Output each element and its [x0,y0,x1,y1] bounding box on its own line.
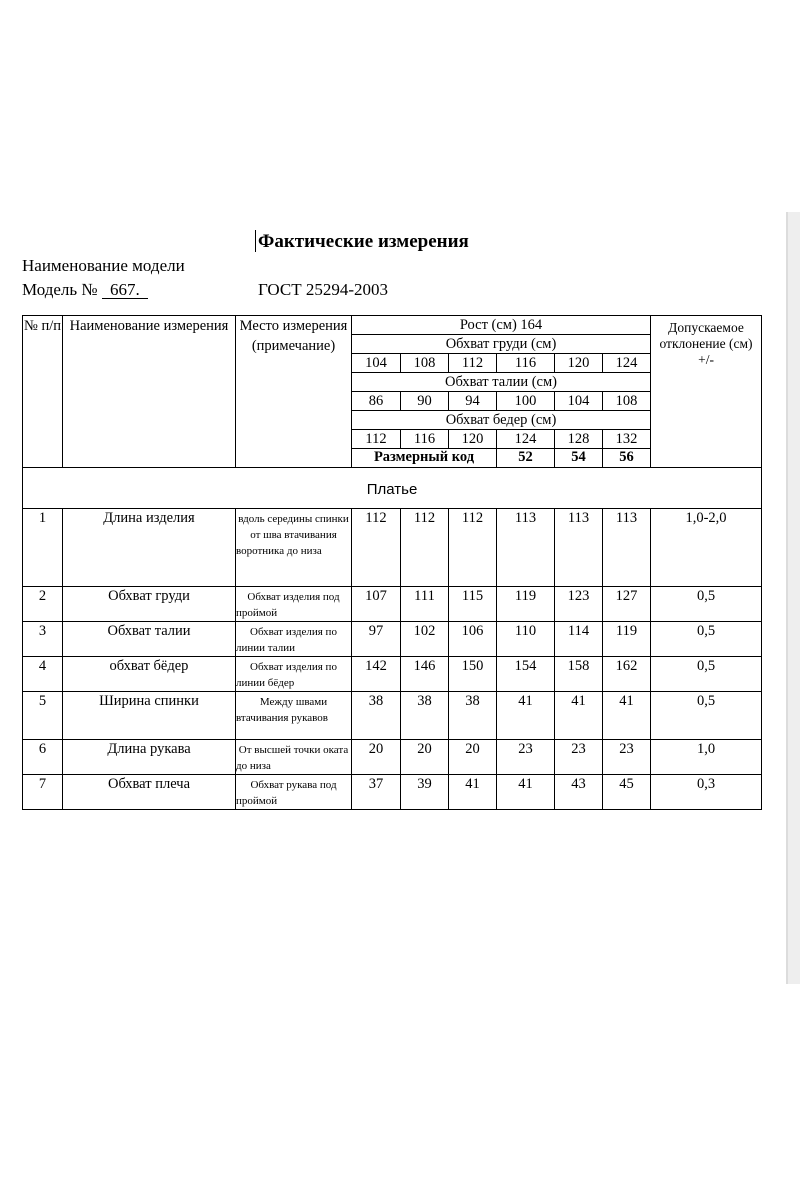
tolerance-value: 1,0 [651,740,762,775]
measurement-value: 41 [449,775,497,810]
measurement-name: Обхват талии [63,622,236,657]
section-title: Платье [23,468,762,509]
measurement-value: 41 [497,775,555,810]
measurement-name: Длина рукава [63,740,236,775]
row-number: 2 [23,587,63,622]
size-code-cell: 56 [603,449,651,468]
chest-size-cell: 120 [555,354,603,373]
table-row [23,740,762,775]
measurement-value: 127 [603,587,651,622]
measurement-value: 111 [401,587,449,622]
hips-size-cell: 132 [603,430,651,449]
hips-size-cell: 116 [401,430,449,449]
row-number: 6 [23,740,63,775]
chest-size-cell: 112 [449,354,497,373]
measurement-note: От высшей точки оката до низа [236,740,352,775]
measurement-name: Длина изделия [63,509,236,587]
hips-size-cell: 124 [497,430,555,449]
tolerance-value: 0,5 [651,692,762,740]
chest-size-cell: 116 [497,354,555,373]
measurement-value: 113 [555,509,603,587]
measurement-value: 43 [555,775,603,810]
chest-header: Обхват груди (см) [352,335,651,354]
measurement-value: 119 [497,587,555,622]
measurement-note: Между швами втачивания рукавов [236,692,352,740]
measurement-value: 37 [352,775,401,810]
size-code-cell: 52 [497,449,555,468]
hips-size-cell: 120 [449,430,497,449]
hips-size-cell: 112 [352,430,401,449]
hips-header: Обхват бедер (см) [352,411,651,430]
measurement-value: 38 [401,692,449,740]
measurement-note: вдоль середины спинки от шва втачивания воротника до низа [236,509,352,587]
col-no-header: № п/п [23,316,63,468]
tolerance-value: 1,0-2,0 [651,509,762,587]
measurement-value: 39 [401,775,449,810]
measurement-value: 23 [603,740,651,775]
text-cursor [255,230,256,252]
measurement-name: Обхват плеча [63,775,236,810]
measurement-value: 97 [352,622,401,657]
row-number: 3 [23,622,63,657]
measurement-value: 102 [401,622,449,657]
measurement-value: 41 [555,692,603,740]
measurement-note: Обхват рукава под проймой [236,775,352,810]
table-row [23,622,762,657]
page-edge-line [786,212,788,984]
row-number: 5 [23,692,63,740]
measurement-note: Обхват изделия по линии талии [236,622,352,657]
measurement-value: 106 [449,622,497,657]
measurement-value: 23 [555,740,603,775]
tolerance-value: 0,3 [651,775,762,810]
waist-size-cell: 104 [555,392,603,411]
table-row [23,775,762,810]
measurement-value: 115 [449,587,497,622]
measurements-table [22,315,762,810]
measurement-value: 123 [555,587,603,622]
measurement-value: 119 [603,622,651,657]
measurement-value: 112 [401,509,449,587]
measurement-value: 146 [401,657,449,692]
measurement-value: 112 [352,509,401,587]
measurement-value: 154 [497,657,555,692]
model-label: Модель № [22,280,98,299]
waist-size-cell: 108 [603,392,651,411]
tolerance-value: 0,5 [651,622,762,657]
measurement-value: 20 [449,740,497,775]
size-code-label: Размерный код [352,449,497,468]
model-number: 667. [102,281,148,299]
gost-standard: ГОСТ 25294-2003 [258,280,389,299]
measurement-value: 142 [352,657,401,692]
waist-size-cell: 86 [352,392,401,411]
measurement-value: 113 [603,509,651,587]
measurement-value: 150 [449,657,497,692]
chest-size-cell: 124 [603,354,651,373]
measurement-value: 20 [401,740,449,775]
row-number: 4 [23,657,63,692]
measurement-value: 113 [497,509,555,587]
hips-size-cell: 128 [555,430,603,449]
chest-size-cell: 104 [352,354,401,373]
tolerance-value: 0,5 [651,657,762,692]
model-name-label: Наименование модели [22,256,185,275]
measurement-note: Обхват изделия по линии бёдер [236,657,352,692]
measurement-value: 38 [352,692,401,740]
tolerance-header: Допускаемое отклонение (см) +/- [651,316,762,468]
row-number: 1 [23,509,63,587]
measurement-note: Обхват изделия под проймой [236,587,352,622]
tolerance-value: 0,5 [651,587,762,622]
waist-header: Обхват талии (см) [352,373,651,392]
measurement-value: 107 [352,587,401,622]
measurement-value: 20 [352,740,401,775]
table-row [23,509,762,587]
measurement-value: 38 [449,692,497,740]
measurement-value: 162 [603,657,651,692]
measurement-value: 112 [449,509,497,587]
row-number: 7 [23,775,63,810]
measurement-name: обхват бёдер [63,657,236,692]
col-name-header: Наименование измерения [63,316,236,468]
measurement-value: 114 [555,622,603,657]
table-row [23,692,762,740]
waist-size-cell: 90 [401,392,449,411]
measurement-value: 41 [497,692,555,740]
waist-size-cell: 94 [449,392,497,411]
page-edge [786,212,800,984]
model-number-line [22,280,148,300]
table-row [23,587,762,622]
measurement-value: 23 [497,740,555,775]
measurement-name: Ширина спинки [63,692,236,740]
measurement-value: 158 [555,657,603,692]
document-title: Фактические измерения [258,231,469,252]
measurement-name: Обхват груди [63,587,236,622]
chest-size-cell: 108 [401,354,449,373]
measurement-value: 45 [603,775,651,810]
size-code-cell: 54 [555,449,603,468]
col-place-header: Место измерения (примечание) [236,316,352,468]
height-header: Рост (см) 164 [352,316,651,335]
measurement-value: 110 [497,622,555,657]
measurement-value: 41 [603,692,651,740]
waist-size-cell: 100 [497,392,555,411]
table-row [23,657,762,692]
